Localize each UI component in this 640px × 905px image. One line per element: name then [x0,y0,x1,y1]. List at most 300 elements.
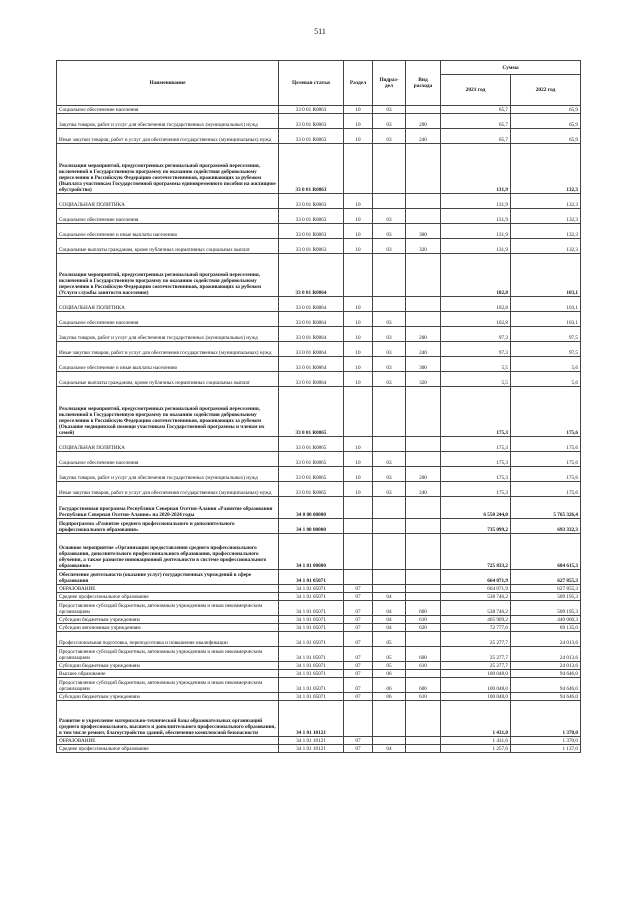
row-code-cell: 34 1 01 05071 [279,632,344,647]
row-section-cell: 10 [344,224,373,239]
row-expense-type-cell [406,570,441,585]
row-expense-type-cell: 600 [406,647,441,662]
row-name-cell: Основное мероприятие «Организация предоставления среднего профессионального образования, дополнительного профессионального образования, профессионального обучения, а также развитие инновационной деятельности в системе профессионального образования» [57,534,279,570]
row-name-cell: Субсидии бюджетным учреждениям [57,662,279,670]
row-value-2022-cell: 627 855,3 [511,585,581,593]
row-section-cell: 10 [344,357,373,372]
table-row [57,144,581,194]
row-value-2022-cell: 97,5 [511,327,581,342]
row-expense-type-cell [406,209,441,224]
row-code-cell: 33 0 01 R0864 [279,327,344,342]
row-value-2021-cell: 1 431,0 [441,701,511,737]
row-name-cell: ОБРАЗОВАНИЕ [57,585,279,593]
row-section-cell: 10 [344,327,373,342]
row-code-cell: 33 0 01 R0863 [279,114,344,129]
row-name-cell: Реализация мероприятий, предусмотренных региональной программой переселения, включенной в Государственную программу по оказанию содействия добровольному переселению в Российскую Федерацию соотечественников, проживающих за рубежом (Оказание медицинской помощи участникам Государственной программы и членам их семей) [57,387,279,437]
row-value-2021-cell: 65,7 [441,114,511,129]
table-row [57,624,581,632]
row-name-cell: Социальное обеспечение и иные выплаты населению [57,224,279,239]
row-subsection-cell: 03 [373,114,406,129]
row-subsection-cell: 05 [373,632,406,647]
row-section-cell: 07 [344,647,373,662]
row-section-cell: 07 [344,678,373,693]
row-code-cell: 33 0 01 R0864 [279,372,344,387]
row-code-cell: 34 1 01 05071 [279,601,344,616]
row-name-cell: Закупка товаров, работ и услуг для обеспечения государственных (муниципальных) нужд [57,327,279,342]
row-code-cell: 33 0 01 R0863 [279,239,344,254]
row-section-cell: 10 [344,372,373,387]
row-name-cell: Закупка товаров, работ и услуг для обеспечения государственных (муниципальных) нужд [57,467,279,482]
row-value-2022-cell: 1 370,0 [511,701,581,737]
row-value-2022-cell: 24 013,6 [511,647,581,662]
table-row [57,114,581,129]
row-value-2021-cell: 65,7 [441,129,511,144]
row-value-2022-cell: 175,6 [511,452,581,467]
row-section-cell: 10 [344,194,373,209]
row-section-cell: 10 [344,129,373,144]
row-expense-type-cell: 300 [406,357,441,372]
row-name-cell: Субсидии бюджетным учреждениям [57,693,279,701]
table-row [57,482,581,497]
budget-table [56,60,581,753]
row-name-cell: Субсидии автономным учреждениям [57,624,279,632]
row-value-2022-cell: 509 195,3 [511,601,581,616]
table-row [57,254,581,297]
row-subsection-cell [373,144,406,194]
row-code-cell: 33 0 01 R0865 [279,482,344,497]
table-row [57,209,581,224]
row-expense-type-cell [406,534,441,570]
row-value-2022-cell: 24 013,6 [511,662,581,670]
row-value-2021-cell: 664 071,9 [441,585,511,593]
row-value-2022-cell: 103,1 [511,254,581,297]
row-code-cell: 33 0 01 R0863 [279,144,344,194]
row-code-cell: 34 1 01 05071 [279,593,344,601]
header-section: Раздел [344,61,373,106]
row-expense-type-cell: 300 [406,224,441,239]
row-code-cell: 33 0 01 R0864 [279,297,344,312]
row-expense-type-cell: 320 [406,239,441,254]
row-value-2022-cell: 5,6 [511,357,581,372]
row-value-2022-cell: 5,6 [511,372,581,387]
row-code-cell: 33 0 01 R0865 [279,452,344,467]
row-subsection-cell: 05 [373,662,406,670]
row-expense-type-cell [406,312,441,327]
row-subsection-cell [373,297,406,312]
row-value-2021-cell: 100 048,0 [441,670,511,678]
row-expense-type-cell [406,387,441,437]
table-row [57,239,581,254]
row-section-cell: 10 [344,342,373,357]
row-value-2021-cell: 25 277,7 [441,647,511,662]
row-subsection-cell: 04 [373,616,406,624]
row-value-2021-cell: 131,9 [441,194,511,209]
row-subsection-cell: 03 [373,342,406,357]
table-row [57,106,581,114]
header-year-2022: 2022 год [511,75,581,106]
row-subsection-cell: 03 [373,129,406,144]
row-name-cell: Государственная программа Республики Северная Осетия-Алания «Развитие образования Республики Северная Осетия-Алания» на 2020-2024 годы [57,497,279,519]
row-code-cell: 33 0 01 R0863 [279,129,344,144]
row-expense-type-cell: 610 [406,662,441,670]
row-value-2022-cell: 103,1 [511,312,581,327]
row-value-2021-cell: 664 071,9 [441,570,511,585]
row-name-cell: СОЦИАЛЬНАЯ ПОЛИТИКА [57,437,279,452]
row-value-2021-cell: 1 257,0 [441,745,511,753]
row-section-cell: 10 [344,297,373,312]
header-subsection: Подраз- дел [373,61,406,106]
row-code-cell: 33 0 01 R0864 [279,312,344,327]
row-value-2022-cell: 65,9 [511,129,581,144]
row-name-cell: Обеспечение деятельности (оказание услуг) государственных учреждений в сфере образования [57,570,279,585]
row-value-2021-cell: 175,3 [441,437,511,452]
row-value-2021-cell: 102,8 [441,254,511,297]
table-row [57,570,581,585]
table-row [57,357,581,372]
table-row [57,616,581,624]
row-name-cell: Закупка товаров, работ и услуг для обеспечения государственных (муниципальных) нужд [57,114,279,129]
row-value-2021-cell: 175,3 [441,452,511,467]
row-value-2021-cell: 131,9 [441,239,511,254]
row-value-2021-cell: 25 277,7 [441,662,511,670]
row-code-cell: 34 1 01 05071 [279,570,344,585]
row-code-cell: 34 1 01 05071 [279,693,344,701]
row-section-cell [344,534,373,570]
row-subsection-cell: 03 [373,467,406,482]
row-value-2021-cell: 175,3 [441,467,511,482]
table-row [57,632,581,647]
row-value-2022-cell: 97,5 [511,342,581,357]
table-row [57,437,581,452]
row-value-2021-cell: 72 777,0 [441,624,511,632]
row-section-cell [344,497,373,519]
row-expense-type-cell [406,497,441,519]
row-code-cell: 34 1 01 05071 [279,670,344,678]
row-section-cell: 07 [344,745,373,753]
row-expense-type-cell [406,106,441,114]
row-value-2022-cell: 175,6 [511,482,581,497]
row-value-2022-cell: 132,3 [511,144,581,194]
row-name-cell: Предоставление субсидий бюджетным, автономным учреждениям и иным некоммерческим организациям [57,678,279,693]
row-expense-type-cell [406,585,441,593]
row-subsection-cell: 03 [373,239,406,254]
row-expense-type-cell: 600 [406,601,441,616]
row-section-cell: 10 [344,482,373,497]
row-subsection-cell: 05 [373,647,406,662]
row-subsection-cell: 03 [373,312,406,327]
row-code-cell: 34 1 01 00000 [279,534,344,570]
row-subsection-cell: 03 [373,224,406,239]
row-expense-type-cell: 200 [406,467,441,482]
row-subsection-cell: 03 [373,106,406,114]
row-value-2022-cell: 65,9 [511,106,581,114]
row-value-2022-cell: 627 855,3 [511,570,581,585]
row-section-cell: 07 [344,693,373,701]
row-section-cell: 10 [344,467,373,482]
row-value-2021-cell: 100 048,0 [441,693,511,701]
table-row [57,745,581,753]
row-code-cell: 34 1 01 10121 [279,737,344,745]
table-row [57,585,581,593]
row-subsection-cell [373,570,406,585]
row-value-2022-cell: 175,6 [511,467,581,482]
table-row [57,519,581,534]
row-value-2021-cell: 538 746,2 [441,601,511,616]
row-subsection-cell [373,387,406,437]
row-code-cell: 34 0 00 00000 [279,497,344,519]
row-code-cell: 33 0 01 R0865 [279,437,344,452]
row-section-cell: 07 [344,593,373,601]
row-section-cell: 10 [344,209,373,224]
row-value-2021-cell: 735 099,2 [441,519,511,534]
row-value-2021-cell: 25 277,7 [441,632,511,647]
row-code-cell: 34 1 00 00000 [279,519,344,534]
row-expense-type-cell: 320 [406,372,441,387]
table-row [57,737,581,745]
table-row [57,693,581,701]
row-subsection-cell: 06 [373,678,406,693]
row-subsection-cell: 03 [373,482,406,497]
row-expense-type-cell: 620 [406,624,441,632]
row-expense-type-cell [406,254,441,297]
row-value-2022-cell: 24 013,6 [511,632,581,647]
row-expense-type-cell [406,452,441,467]
row-subsection-cell [373,497,406,519]
row-subsection-cell: 03 [373,372,406,387]
row-name-cell: Предоставление субсидий бюджетным, автономным учреждениям и иным некоммерческим организациям [57,601,279,616]
row-value-2022-cell: 175,6 [511,437,581,452]
row-subsection-cell [373,737,406,745]
row-value-2022-cell: 94 646,0 [511,693,581,701]
row-section-cell: 07 [344,624,373,632]
table-row [57,387,581,437]
table-row [57,647,581,662]
row-value-2022-cell: 693 332,3 [511,519,581,534]
row-subsection-cell [373,194,406,209]
row-code-cell: 33 0 01 R0864 [279,357,344,372]
row-value-2022-cell: 132,3 [511,239,581,254]
row-value-2021-cell: 131,9 [441,209,511,224]
row-section-cell: 10 [344,114,373,129]
row-section-cell [344,387,373,437]
row-section-cell: 07 [344,585,373,593]
row-code-cell: 33 0 01 R0863 [279,209,344,224]
row-expense-type-cell: 200 [406,114,441,129]
row-subsection-cell [373,585,406,593]
table-row [57,372,581,387]
row-name-cell: Среднее профессиональное образование [57,593,279,601]
row-section-cell: 10 [344,239,373,254]
table-row [57,662,581,670]
row-code-cell: 34 1 01 10121 [279,701,344,737]
row-code-cell: 34 1 01 05071 [279,662,344,670]
row-section-cell: 10 [344,312,373,327]
row-name-cell: Иные закупки товаров, работ и услуг для обеспечения государственных (муниципальных) нужд [57,342,279,357]
row-section-cell [344,519,373,534]
row-name-cell: Субсидии бюджетным учреждениям [57,616,279,624]
row-subsection-cell: 03 [373,357,406,372]
row-value-2021-cell: 538 746,2 [441,593,511,601]
row-code-cell: 34 1 01 05071 [279,624,344,632]
row-value-2021-cell: 102,8 [441,297,511,312]
row-code-cell: 34 1 01 05071 [279,678,344,693]
row-value-2022-cell: 684 615,3 [511,534,581,570]
row-subsection-cell [373,701,406,737]
row-section-cell: 10 [344,437,373,452]
row-subsection-cell [373,437,406,452]
row-expense-type-cell [406,194,441,209]
row-code-cell: 33 0 01 R0863 [279,224,344,239]
row-value-2021-cell: 131,9 [441,144,511,194]
row-section-cell: 10 [344,106,373,114]
header-expense-type: Вид расхода [406,61,441,106]
row-value-2022-cell: 132,3 [511,194,581,209]
header-code: Целевая статья [279,61,344,106]
row-subsection-cell: 04 [373,624,406,632]
row-name-cell: Подпрограмма «Развитие среднего профессионального и дополнительного профессионального образования» [57,519,279,534]
row-expense-type-cell: 240 [406,342,441,357]
row-value-2022-cell: 94 646,0 [511,670,581,678]
row-name-cell: Социальное обеспечение населения [57,312,279,327]
row-value-2021-cell: 725 833,2 [441,534,511,570]
row-code-cell: 33 0 01 R0864 [279,342,344,357]
row-name-cell: Социальное обеспечение и иные выплаты населению [57,357,279,372]
row-expense-type-cell [406,519,441,534]
row-section-cell: 10 [344,452,373,467]
row-name-cell: Социальное обеспечение населения [57,106,279,114]
table-row [57,194,581,209]
row-subsection-cell: 04 [373,601,406,616]
row-section-cell: 07 [344,632,373,647]
table-row [57,224,581,239]
row-value-2022-cell: 65,9 [511,114,581,129]
row-value-2021-cell: 97,3 [441,342,511,357]
row-value-2021-cell: 6 550 244,0 [441,497,511,519]
row-code-cell: 33 0 01 R0863 [279,106,344,114]
row-section-cell [344,701,373,737]
row-expense-type-cell [406,632,441,647]
row-name-cell: Социальные выплаты гражданам, кроме публичных нормативных социальных выплат [57,239,279,254]
row-section-cell: 07 [344,601,373,616]
table-row [57,312,581,327]
row-section-cell: 07 [344,737,373,745]
row-expense-type-cell [406,437,441,452]
table-row [57,534,581,570]
row-name-cell: Иные закупки товаров, работ и услуг для обеспечения государственных (муниципальных) нужд [57,129,279,144]
row-expense-type-cell: 240 [406,482,441,497]
table-row [57,297,581,312]
row-value-2022-cell: 1 137,0 [511,745,581,753]
row-name-cell: Иные закупки товаров, работ и услуг для обеспечения государственных (муниципальных) нужд [57,482,279,497]
row-expense-type-cell [406,745,441,753]
row-name-cell: Высшее образование [57,670,279,678]
table-row [57,601,581,616]
row-value-2021-cell: 5,5 [441,372,511,387]
row-value-2021-cell: 1 431,0 [441,737,511,745]
row-value-2022-cell: 69 135,0 [511,624,581,632]
row-code-cell: 33 0 01 R0863 [279,194,344,209]
row-expense-type-cell [406,297,441,312]
row-subsection-cell [373,534,406,570]
row-value-2021-cell: 65,7 [441,106,511,114]
row-subsection-cell: 04 [373,745,406,753]
row-subsection-cell: 04 [373,593,406,601]
row-name-cell: Социальное обеспечение населения [57,209,279,224]
row-code-cell: 33 0 01 R0865 [279,467,344,482]
table-row [57,497,581,519]
row-value-2022-cell: 1 370,0 [511,737,581,745]
row-value-2021-cell: 100 048,0 [441,678,511,693]
table-row [57,452,581,467]
row-value-2021-cell: 175,3 [441,482,511,497]
row-expense-type-cell [406,593,441,601]
row-name-cell: Развитие и укрепление материально-технической базы образовательных организаций среднего профессионального, высшего и дополнительного профессионального образования, в том числе ремонт, благоустройство зданий, обеспечение комплексной безопасности [57,701,279,737]
row-value-2021-cell: 102,8 [441,312,511,327]
row-value-2022-cell: 175,6 [511,387,581,437]
row-value-2022-cell: 94 646,0 [511,678,581,693]
row-section-cell: 07 [344,670,373,678]
row-code-cell: 33 0 01 R0865 [279,387,344,437]
table-row [57,593,581,601]
row-section-cell [344,254,373,297]
row-subsection-cell [373,254,406,297]
table-row [57,342,581,357]
row-value-2021-cell: 465 969,2 [441,616,511,624]
row-value-2022-cell: 509 195,3 [511,593,581,601]
row-name-cell: Реализация мероприятий, предусмотренных региональной программой переселения, включенной в Государственную программу по оказанию содействия добровольному переселению в Российскую Федерацию соотечественников, проживающих за рубежом (Услуги службы занятости населения) [57,254,279,297]
row-value-2022-cell: 440 060,3 [511,616,581,624]
row-name-cell: Среднее профессиональное образование [57,745,279,753]
row-code-cell: 34 1 01 05071 [279,647,344,662]
row-subsection-cell: 06 [373,693,406,701]
row-name-cell: ОБРАЗОВАНИЕ [57,737,279,745]
row-value-2022-cell: 132,3 [511,209,581,224]
row-expense-type-cell: 200 [406,327,441,342]
table-body [57,106,581,753]
row-value-2021-cell: 131,9 [441,224,511,239]
row-name-cell: Предоставление субсидий бюджетным, автономным учреждениям и иным некоммерческим организациям [57,647,279,662]
row-expense-type-cell: 610 [406,693,441,701]
row-code-cell: 34 1 01 10121 [279,745,344,753]
row-name-cell: Профессиональная подготовка, переподготовка и повышение квалификации [57,632,279,647]
table-row [57,467,581,482]
row-code-cell: 34 1 01 05071 [279,585,344,593]
row-value-2022-cell: 5 765 326,4 [511,497,581,519]
row-value-2021-cell: 97,3 [441,327,511,342]
row-subsection-cell: 03 [373,209,406,224]
row-subsection-cell: 03 [373,327,406,342]
row-value-2022-cell: 132,3 [511,224,581,239]
table-row [57,670,581,678]
row-section-cell [344,144,373,194]
row-value-2021-cell: 175,3 [441,387,511,437]
row-subsection-cell: 03 [373,452,406,467]
header-sum: Сумма [441,61,581,75]
row-expense-type-cell [406,701,441,737]
table-row [57,129,581,144]
row-code-cell: 33 0 01 R0864 [279,254,344,297]
row-name-cell: Социальное обеспечение населения [57,452,279,467]
row-expense-type-cell: 240 [406,129,441,144]
row-expense-type-cell [406,144,441,194]
table-row [57,327,581,342]
row-expense-type-cell [406,670,441,678]
row-section-cell: 07 [344,662,373,670]
row-section-cell: 07 [344,616,373,624]
row-expense-type-cell: 600 [406,678,441,693]
row-name-cell: Социальные выплаты гражданам, кроме публичных нормативных социальных выплат [57,372,279,387]
header-year-2021: 2021 год [441,75,511,106]
